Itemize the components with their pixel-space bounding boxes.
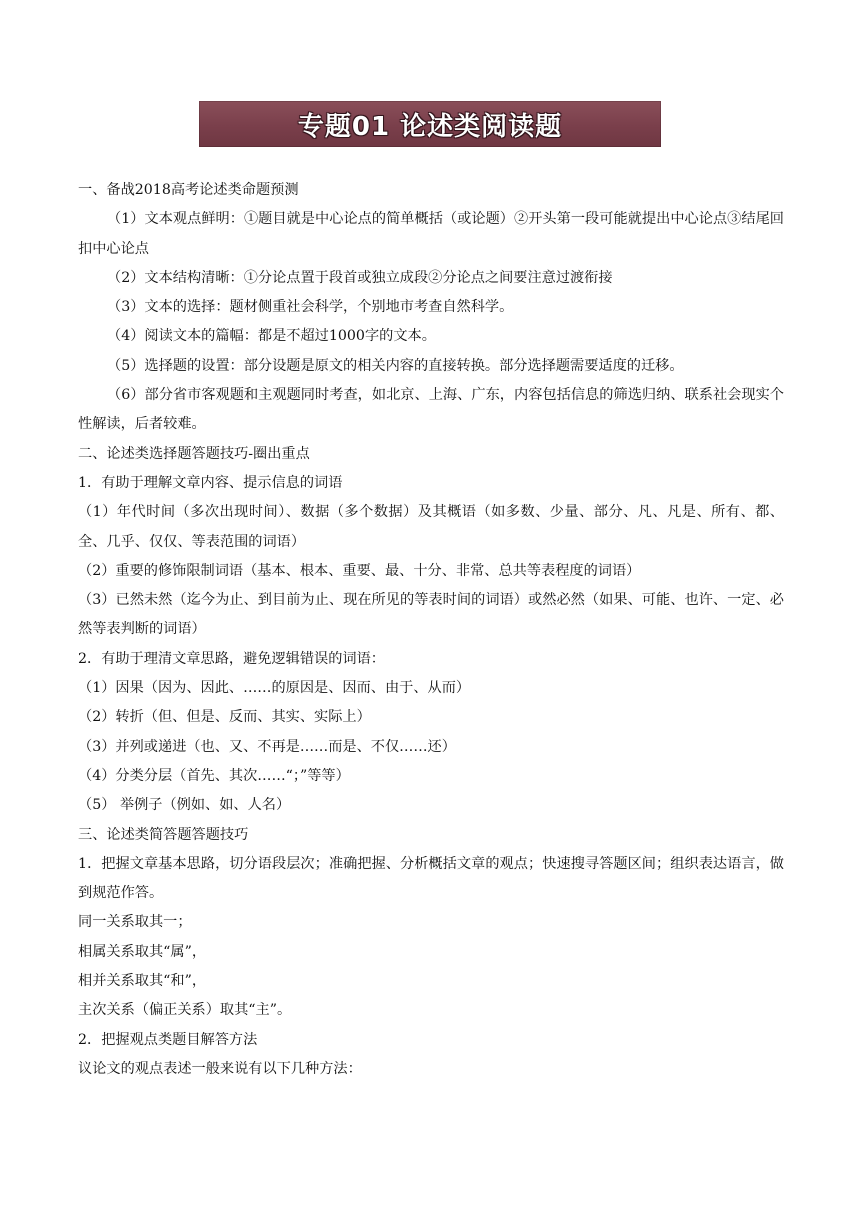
body-line: （5） 举例子（例如、如、人名） bbox=[78, 797, 291, 814]
body-paragraph: （1）文本观点鲜明：①题目就是中心论点的简单概括（或论题）②开头第一段可能就提出中心论点③结尾回扣中心论点 bbox=[78, 211, 784, 257]
body-line: （1）因果（因为、因此、……的原因是、因而、由于、从而） bbox=[78, 680, 471, 697]
document-title: 专题01 论述类阅读题 bbox=[297, 111, 563, 142]
body-line: 同一关系取其一； bbox=[78, 914, 192, 931]
document-body bbox=[78, 176, 784, 1084]
body-paragraph: （6）部分省市客观题和主观题同时考查，如北京、上海、广东，内容包括信息的筛选归纳、联系社会现实个性解读，后者较难。 bbox=[78, 387, 784, 433]
body-line: （2）文本结构清晰：①分论点置于段首或独立成段②分论点之间要注意过渡衔接 bbox=[107, 269, 613, 286]
body-line: （3）文本的选择：题材侧重社会科学，个别地市考查自然科学。 bbox=[107, 299, 514, 316]
body-paragraph: （1）年代时间（多次出现时间）、数据（多个数据）及其概语（如多数、少量、部分、凡、凡是、所有、都、全、几乎、仅仅、等表范围的词语） bbox=[78, 504, 784, 550]
body-line: （2）重要的修饰限制词语（基本、根本、重要、最、十分、非常、总共等表程度的词语） bbox=[78, 562, 641, 579]
body-paragraph: （3）已然未然（迄今为止、到目前为止、现在所见的等表时间的词语）或然必然（如果、可能、也许、一定、必然等表判断的词语） bbox=[78, 592, 784, 638]
body-line: （2）转折（但、但是、反而、其实、实际上） bbox=[78, 709, 371, 726]
body-line: 二、论述类选择题答题技巧-圈出重点 bbox=[78, 445, 310, 462]
body-line: 三、论述类简答题答题技巧 bbox=[78, 826, 249, 843]
body-line: （4）阅读文本的篇幅：都是不超过1000字的文本。 bbox=[107, 328, 436, 345]
body-line: （5）选择题的设置：部分设题是原文的相关内容的直接转换。部分选择题需要适度的迁移。 bbox=[107, 357, 684, 374]
body-line: 一、备战2018高考论述类命题预测 bbox=[78, 182, 299, 198]
body-line: 相并关系取其“和”， bbox=[78, 973, 207, 990]
body-line: （4）分类分层（首先、其次……“；”等等） bbox=[78, 767, 350, 784]
title-banner bbox=[199, 101, 661, 147]
body-line: 议论文的观点表述一般来说有以下几种方法： bbox=[78, 1060, 362, 1077]
body-line: 主次关系（偏正关系）取其“主”。 bbox=[78, 1002, 292, 1019]
body-line: 2．有助于理清文章思路，避免逻辑错误的词语： bbox=[78, 650, 385, 667]
body-line: 1．有助于理解文章内容、提示信息的词语 bbox=[78, 474, 343, 491]
body-line: 2．把握观点类题目解答方法 bbox=[78, 1031, 258, 1048]
body-line: （3）并列或递进（也、又、不再是……而是、不仅……还） bbox=[78, 738, 456, 755]
body-paragraph: 1．把握文章基本思路，切分语段层次；准确把握、分析概括文章的观点；快速搜寻答题区间；组织表达语言，做到规范作答。 bbox=[78, 855, 784, 902]
body-line: 相属关系取其“属”， bbox=[78, 943, 207, 960]
